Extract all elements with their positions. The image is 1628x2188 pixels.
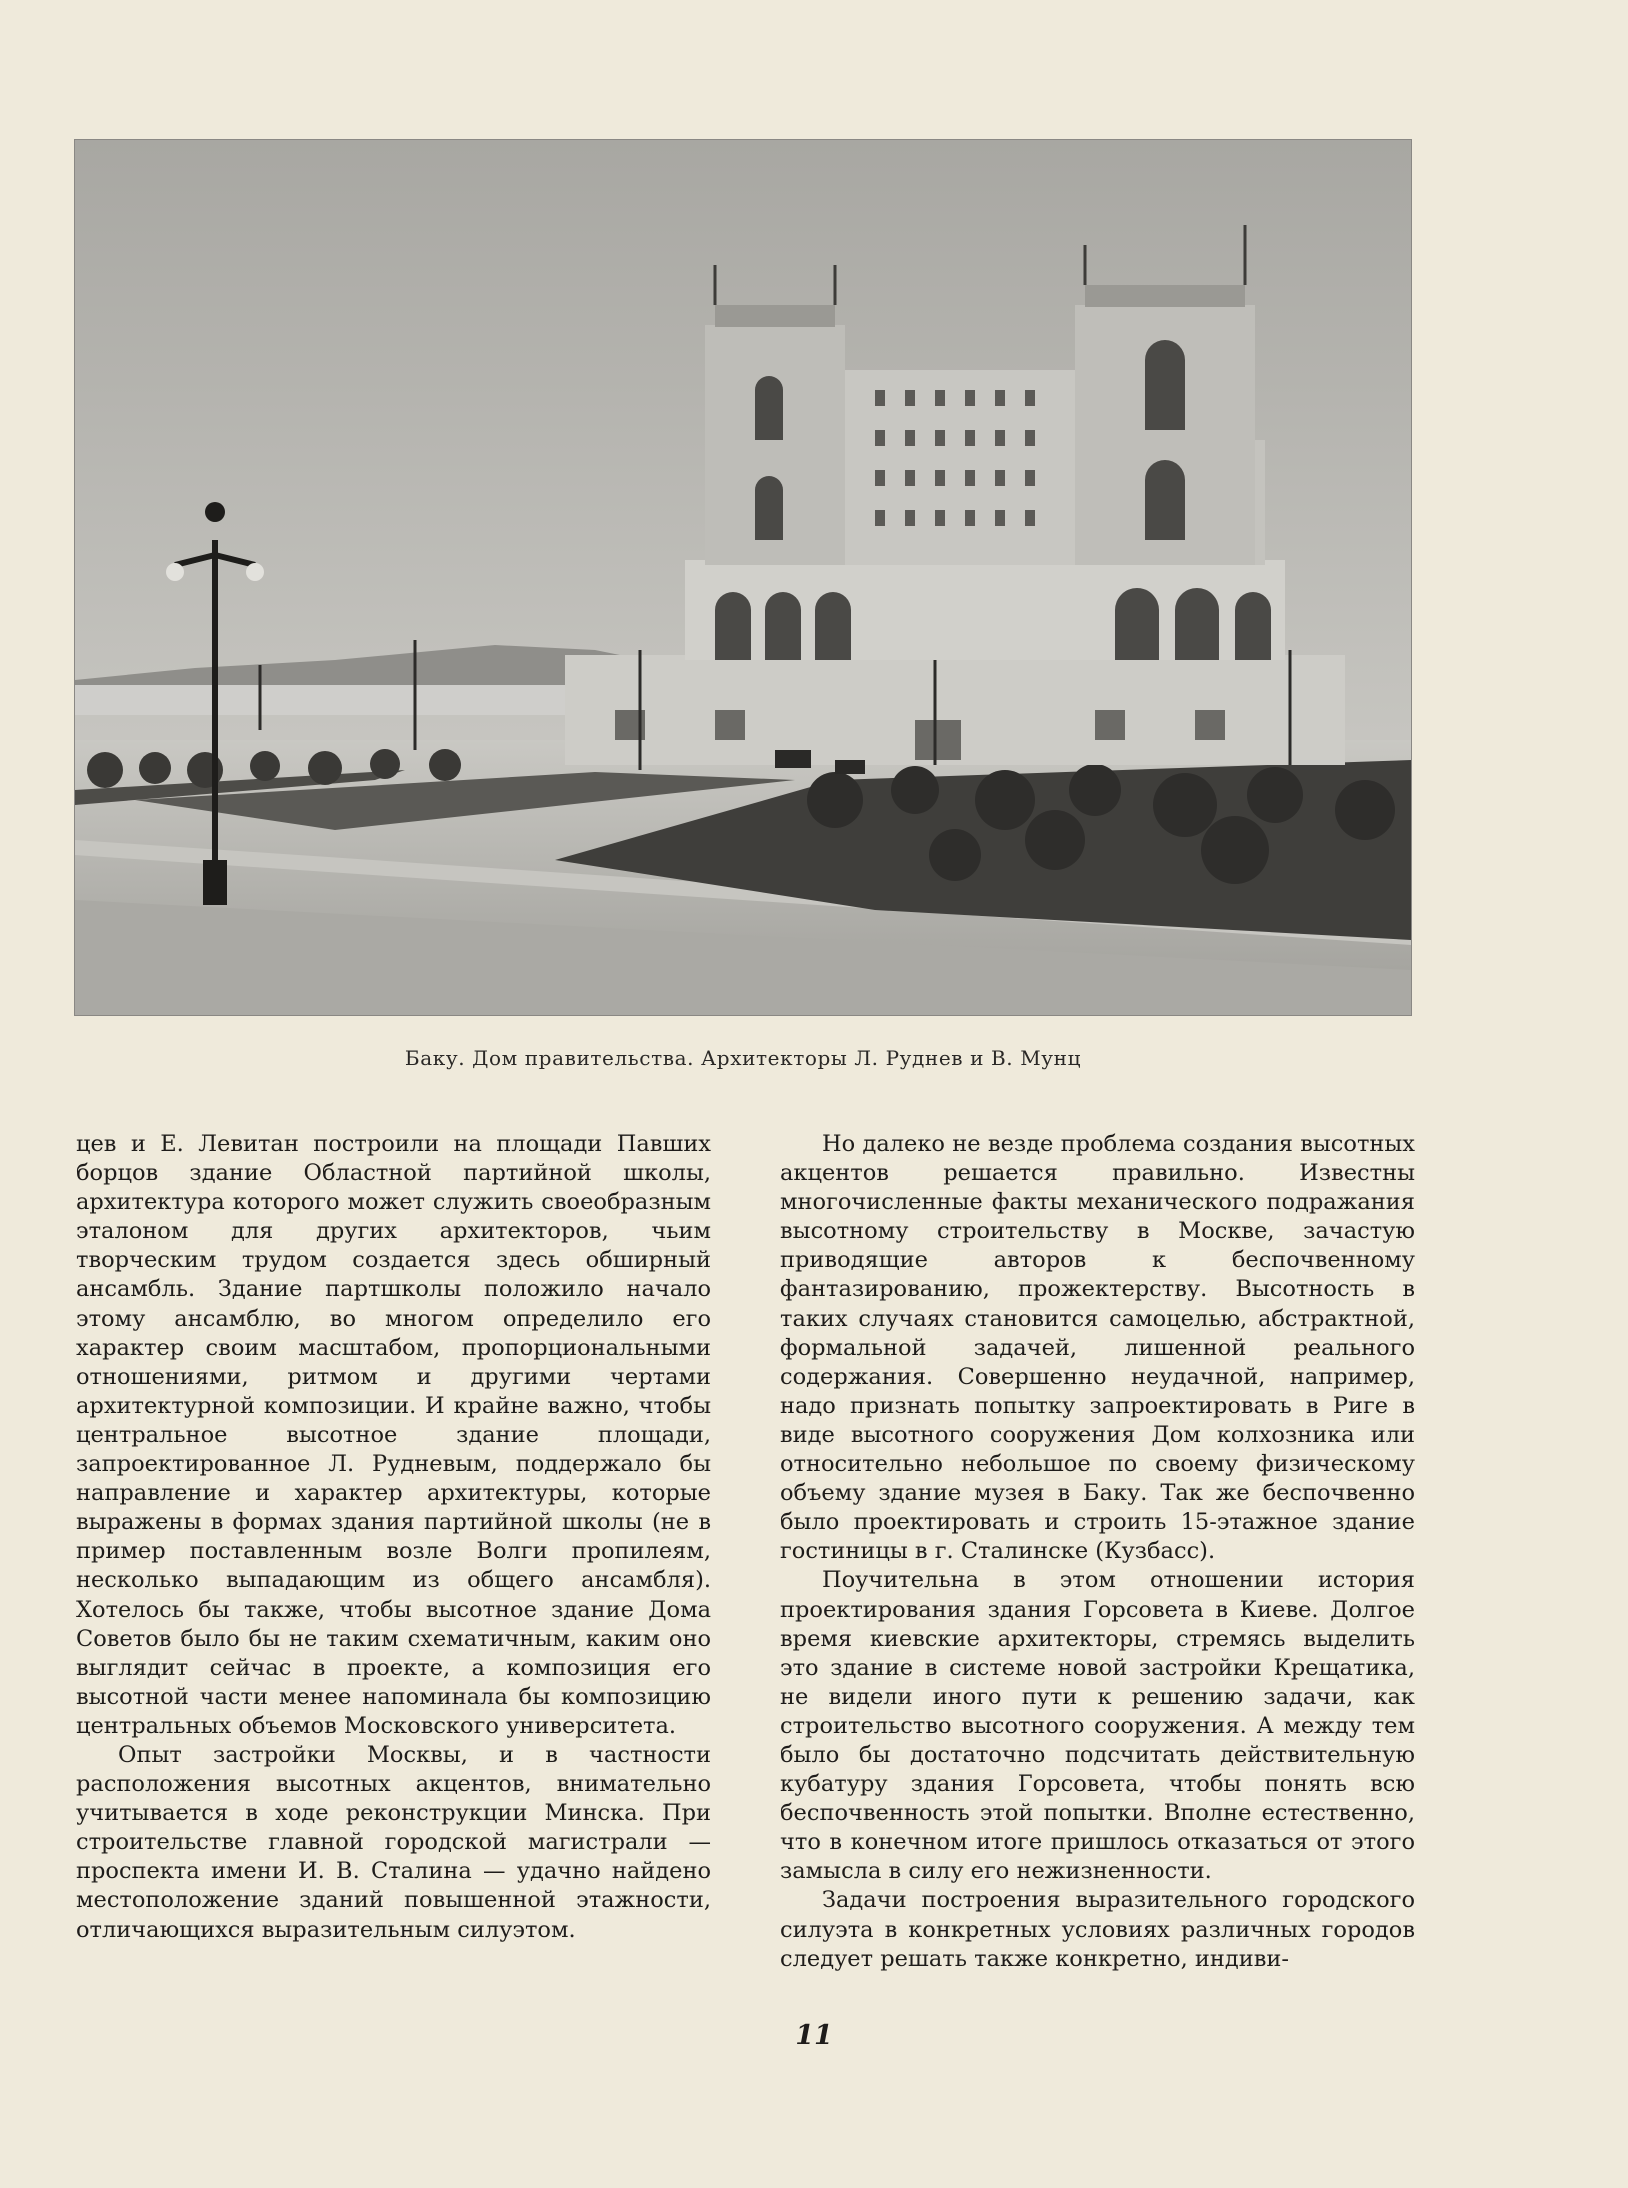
paragraph: цев и Е. Левитан построили на площади Павших борцов здание Областной партийной школы, архитектура которого может служить своеобразным эталоном для других архитекторов, чьим творческим трудом создается здесь обширный ансамбль. Здание партшколы положило начало этому ансамблю, во многом определило его характер своим масштабом, пропорциональными отношениями, ритмом и другими чертами архитектурной композиции. И крайне важно, чтобы центральное высотное здание площади, запроектированное Л. Рудневым, поддержало бы направление и характер архитектуры, которые выражены в формах здания партийной школы (не в пример поставленным возле Волги пропилеям, несколько выпадающим из общего ансамбля). Хотелось бы также, чтобы высотное здание Дома Советов было бы не таким схематичным, каким оно выглядит сейчас в проекте, а композиция его высотной части менее напоминала бы композицию центральных объемов Московского университета.: [76, 1131, 711, 1739]
paragraph: Поучительна в этом отношении история проектирования здания Горсовета в Киеве. Долгое время киевские архитекторы, стремясь выделить это здание в системе новой застройки Крещатика, не видели иного пути к решению задачи, как строительство высотного сооружения. А между тем было бы достаточно подсчитать действительную кубатуру здания Горсовета, чтобы понять всю беспочвенность этой попытки. Вполне естественно, что в конечном итоге пришлось отказаться от этого замысла в силу его нежизненности.: [780, 1567, 1415, 1885]
text-column-right: [780, 1130, 1415, 1974]
photo-government-house: [75, 140, 1411, 1015]
paragraph: Задачи построения выразительного городского силуэта в конкретных условиях различных городов следует решать также конкретно, индиви-: [780, 1887, 1415, 1972]
text-column-left: [76, 1130, 711, 1945]
photo-illustration: [75, 140, 1411, 1015]
paragraph: Но далеко не везде проблема создания высотных акцентов решается правильно. Известны многочисленные факты механического подражания высотному строительству в Москве, зачастую приводящие авторов к беспочвенному фантазированию, прожектерству. Высотность в таких случаях становится самоцелью, абстрактной, формальной задачей, лишенной реального содержания. Совершенно неудачной, например, надо признать попытку запроектировать в Риге в виде высотного сооружения Дом колхозника или относительно небольшое по своему физическому объему здание музея в Баку. Так же беспочвенно было проектировать и строить 15-этажное здание гостиницы в г. Сталинске (Кузбасс).: [780, 1131, 1415, 1565]
photo-caption: Баку. Дом правительства. Архитекторы Л. Руднев и В. Мунц: [404, 1046, 1082, 1070]
page-number: 11: [795, 2020, 833, 2051]
paragraph: Опыт застройки Москвы, и в частности расположения высотных акцентов, внимательно учитывается в ходе реконструкции Минска. При строительстве главной городской магистрали — проспекта имени И. В. Сталина — удачно найдено местоположение зданий повышенной этажности, отличающихся выразительным силуэтом.: [76, 1741, 711, 1943]
